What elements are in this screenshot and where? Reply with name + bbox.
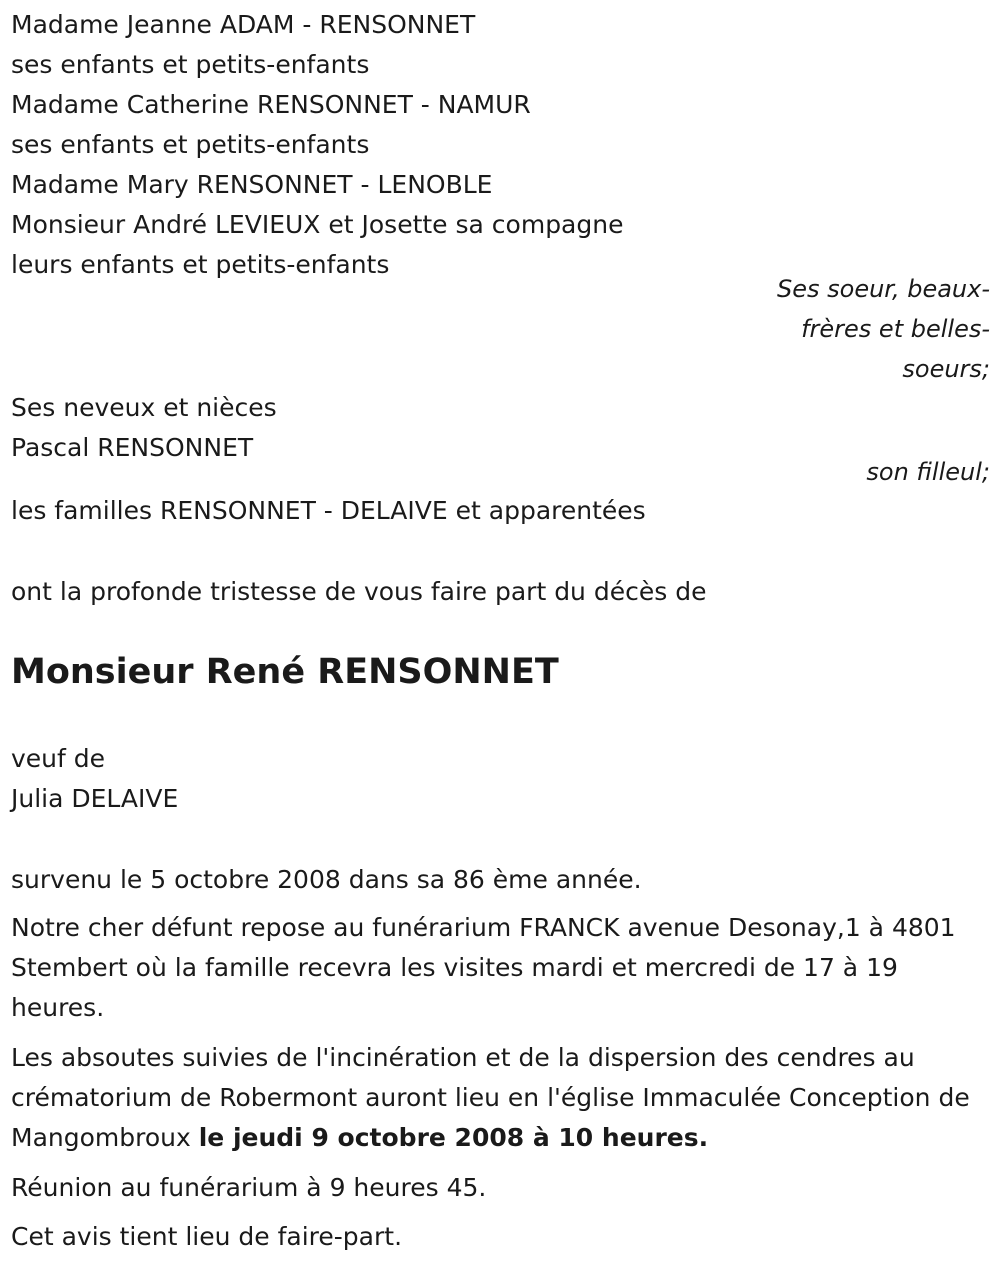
widower-label: veuf de [11,744,106,773]
deceased-name: Monsieur René RENSONNET [11,652,559,692]
funeral-home-info: Notre cher défunt repose au funérarium FRANCK avenue Desonay,1 à 4801 Stembert où la famille recevra les visites mardi et mercredi de 17 à 19 heures. [11,913,956,1022]
relation-label: soeurs; [902,355,990,383]
relation-label: Ses soeur, beaux- [777,275,990,303]
nephews-line: Pascal RENSONNET [11,433,254,462]
death-date: survenu le 5 octobre 2008 dans sa 86 ème année. [11,865,642,894]
family-line: leurs enfants et petits-enfants [11,250,390,279]
relation-label: son filleul; [866,458,990,486]
ceremony-text: Les absoutes suivies de l'incinération et de la dispersion des cendres au crématorium de Robermont auront lieu en l'église Immaculée Conception de Mangombroux [11,1043,970,1152]
families-line: les familles RENSONNET - DELAIVE et apparentées [11,496,646,525]
spouse-name: Julia DELAIVE [11,784,179,813]
meeting-info: Réunion au funérarium à 9 heures 45. [11,1173,487,1202]
closing-note: Cet avis tient lieu de faire-part. [11,1222,403,1251]
ceremony-info [11,1038,991,1158]
announcement: ont la profonde tristesse de vous faire part du décès de [11,577,707,606]
ceremony-date: le jeudi 9 octobre 2008 à 10 heures. [198,1123,709,1152]
family-line: Madame Catherine RENSONNET - NAMUR [11,90,531,119]
family-line: Madame Mary RENSONNET - LENOBLE [11,170,493,199]
family-line: ses enfants et petits-enfants [11,130,370,159]
family-line: Monsieur André LEVIEUX et Josette sa compagne [11,210,624,239]
nephews-line: Ses neveux et nièces [11,393,277,422]
family-line: ses enfants et petits-enfants [11,50,370,79]
family-line: Madame Jeanne ADAM - RENSONNET [11,10,476,39]
relation-label: frères et belles- [801,315,990,343]
